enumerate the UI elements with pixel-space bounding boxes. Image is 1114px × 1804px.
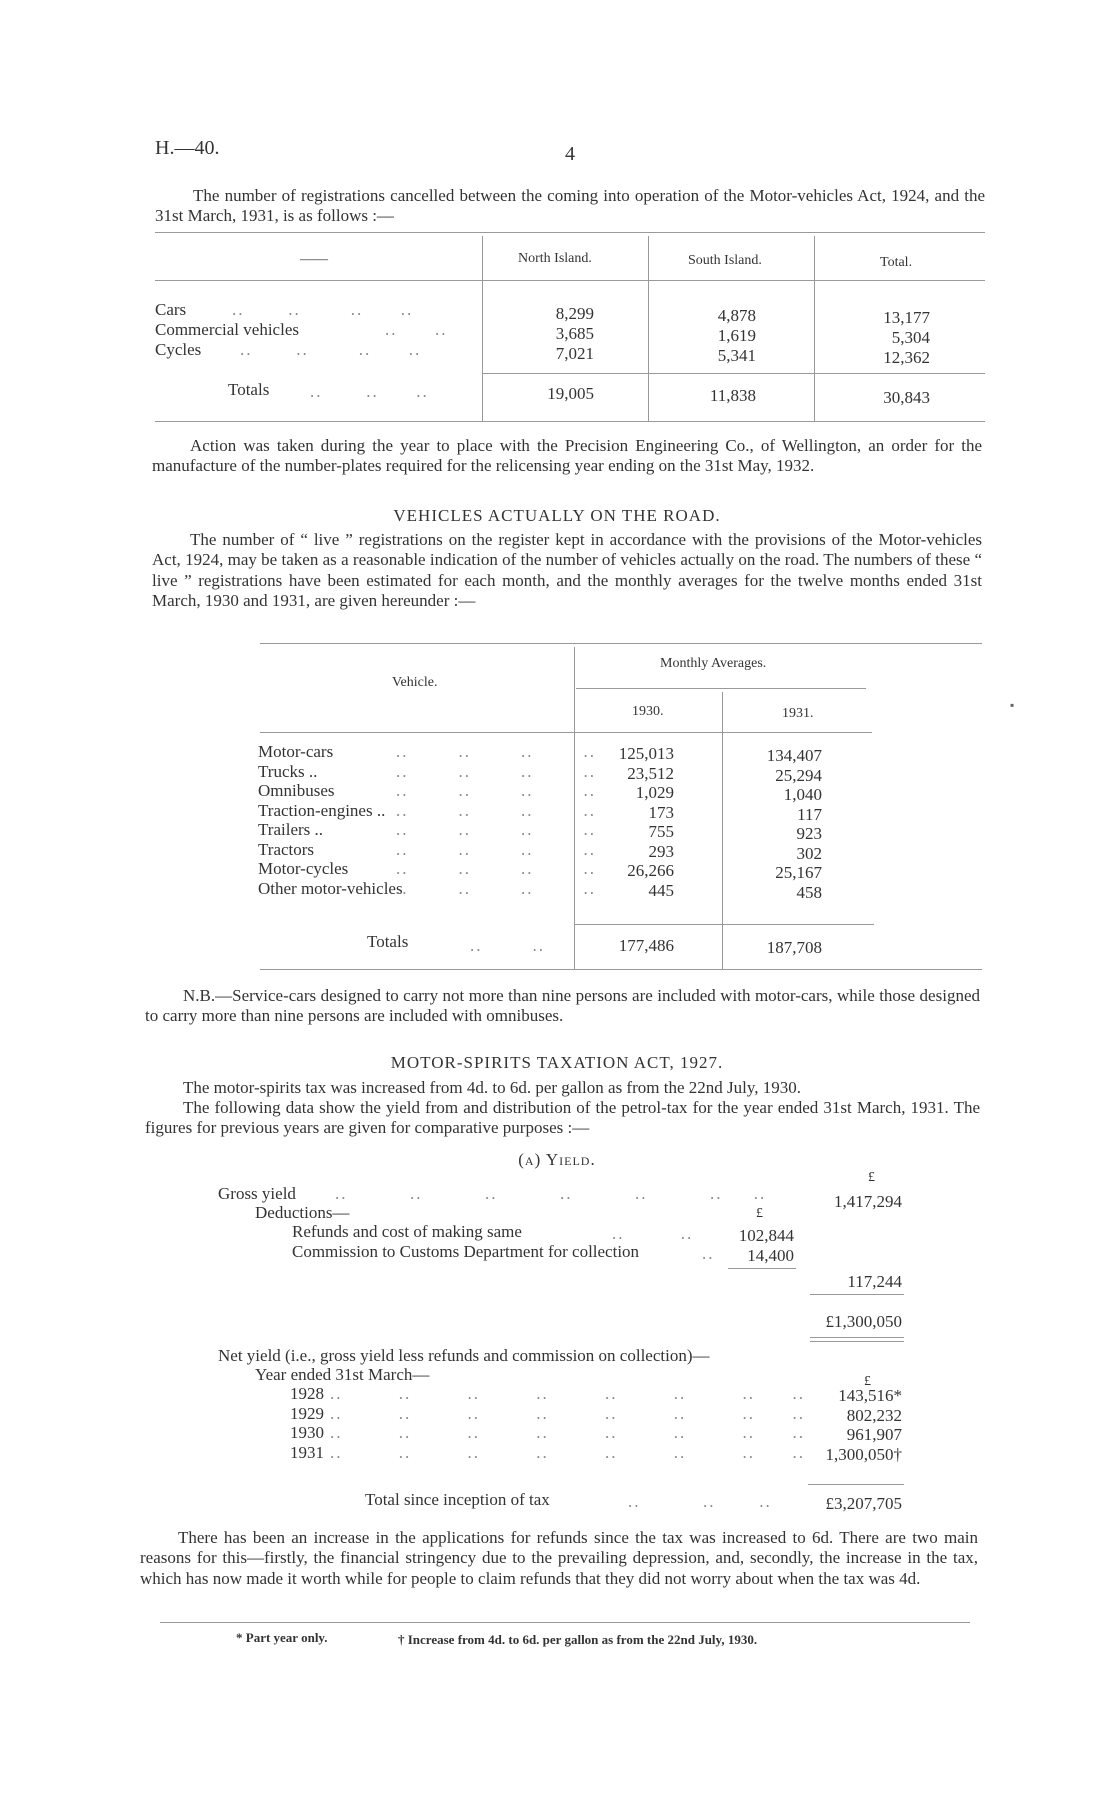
cell-total: 12,362	[883, 348, 930, 367]
table-rule	[155, 280, 985, 281]
double-rule	[810, 1337, 904, 1338]
sum-rule	[728, 1268, 796, 1269]
year-value: 961,907	[846, 1425, 902, 1444]
row-label: Commercial vehicles	[155, 320, 299, 339]
commission-value: 14,400	[747, 1246, 794, 1265]
table-column-rule	[814, 236, 815, 421]
year-label: 1931	[290, 1443, 324, 1462]
gross-yield-value: 1,417,294	[834, 1192, 902, 1211]
year-label: 1929	[290, 1404, 324, 1423]
document-page: H.—40. 4 The number of registrations cancelled between the coming into operation of the Motor-vehicles Act, 1924, and the 31st March, 1931, is as follows :— —— North Island. South Island. Total. Cars .. .. .. .. 8,299 4,878 13,177 Commercial vehicles .. .. 3,685 1,619 5,304 Cycles .. .. .. .. 7,021 5,341 12,362 Totals .. .. .. 19,005 11,838 30,843 Action was taken during the year to place with the Precision Engineering Co., of Wellington, an order for the manufacture of the number-plates required for the relicensing year ending on the 31st May, 1932. VEHICLES ACTUALLY ON THE ROAD. The number of “ live ” registrations on the register kept in accordance with the provisions of the Motor-vehicles Act, 1924, may be taken as a reasonable indication of the number of vehicles actually on the road. The numbers of these “ live ” registrations have been estimated for each month, and the monthly averages for the twelve months ended 31st March, 1930 and 1931, are given hereunder :— Vehicle. Monthly Averages. 1930. 1931. Motor-cars .. .. .. .. 125,013 134,407 Trucks .. .. .. .. .. 23,512 25,294 Omnibuses .. .. .. .. 1,029 1,040 Traction-engines .. .. .. .. .. 173 117 Trailers .. .. .. .. .. 755 923 Tractors .. .. .. .. 293 302 Motor-cycles .. .. .. .. 26,266 25,167 Other motor-vehicles .. .. .. .. 445 458 Totals .. .. 177,486 187,708 N.B.—Service-cars designed to carry not more than nine persons are included with motor-cars, while those designed to carry more than nine persons are included with omnibuses. MOTOR-SPIRITS TAXATION ACT, 1927. The motor-spirits tax was increased from 4d. to 6d. per gallon as from the 22nd July, 1930. The following data show the yield from and distribution of the petrol-tax for the year ended 31st March, 1931. The figures for previous years are given for comparative purposes :— (a) Yield. £ Gross yield .. .. .. .. .. .. .. 1,417,294 Deductions— £ Refunds and cost of making same .. .. 102,844 Commission to Customs Department for collection .. 14,400 117,244 £1,300,050 Net yield (i.e., gross yield less refunds and commission on collection)— Year ended 31st March— £ 1928 .. .. .. .. .. .. .. .. 143,516* 1929 .. .. .. .. .. .. .. .. 802,232 1930 .. .. .. .. .. .. .. .. 961,907 1931 .. .. .. .. .. .. .. .. 1,300,050† Total since inception of tax .. .. .. £3,207,705 There has been an increase in the applications for refunds since the tax was increased to 6d. There are two main reasons for this—firstly, the financial stringency due to the prevailing depression, and, secondly, the increase in the tax, which has now made it worth while for people to claim refunds that they did not worry about when the tax was 4d. * Part year only. † Increase from 4d. to 6d. per gallon as from the 22nd July, 1930. ▪	[0, 0, 1114, 1804]
table-rule	[155, 232, 985, 233]
motor-spirits-paragraph-2: The following data show the yield from and distribution of the petrol-tax for the year ended 31st March, 1931. The figures for previous years are given for comparative purposes :—	[145, 1098, 980, 1138]
row-label: Motor-cycles	[258, 859, 349, 878]
deductions-total-value: 117,244	[847, 1272, 902, 1291]
cell-total: 5,304	[891, 328, 930, 347]
table-column-rule	[722, 692, 723, 969]
totals-label: Totals	[367, 932, 409, 951]
cell-1931: 923	[796, 824, 822, 843]
table-rule	[260, 732, 872, 733]
column-header-vehicle: Vehicle.	[392, 675, 438, 690]
year-ended-label: Year ended 31st March—	[255, 1365, 430, 1384]
cell-1930: 125,013	[618, 744, 674, 763]
page-number: 4	[565, 143, 575, 165]
year-value: 1,300,050†	[825, 1445, 902, 1464]
cell-north: 7,021	[555, 344, 594, 363]
cell-south: 5,341	[717, 346, 756, 365]
row-label: Cycles	[155, 340, 202, 359]
cell-1930: 293	[648, 842, 674, 861]
year-value: 802,232	[846, 1406, 902, 1425]
pound-sign: £	[756, 1206, 763, 1221]
cell-1931: 302	[796, 844, 822, 863]
motor-spirits-heading: MOTOR-SPIRITS TAXATION ACT, 1927.	[390, 1053, 724, 1072]
cell-1930: 173	[648, 803, 674, 822]
action-paragraph: Action was taken during the year to place with the Precision Engineering Co., of Wellington, an order for the manufacture of the number-plates required for the relicensing year ending on the 31st May, 1932.	[152, 436, 982, 476]
table-column-rule	[648, 236, 649, 421]
cell-1930: 755	[648, 822, 674, 841]
row-label: Omnibuses	[258, 781, 335, 800]
cell-north: 19,005	[547, 384, 594, 403]
year-value: 143,516*	[838, 1386, 902, 1405]
total-since-inception-value: £3,207,705	[825, 1494, 902, 1513]
cell-north: 8,299	[555, 304, 594, 323]
column-header-1931: 1931.	[782, 706, 814, 721]
cell-1930: 23,512	[627, 764, 674, 783]
sum-rule	[808, 1484, 904, 1485]
cell-1931: 25,167	[775, 863, 822, 882]
refunds-paragraph: There has been an increase in the applications for refunds since the tax was increased to 6d. There are two main reasons for this—firstly, the financial stringency due to the prevailing depression, and, secondly, the increase in the tax, which has now made it worth while for people to claim refunds that they did not worry about when the tax was 4d.	[140, 1528, 978, 1588]
refunds-label: Refunds and cost of making same	[292, 1222, 522, 1241]
cell-1931: 458	[796, 883, 822, 902]
table-column-rule	[482, 236, 483, 421]
commission-label: Commission to Customs Department for collection	[292, 1242, 640, 1261]
stray-mark: ▪	[1010, 698, 1015, 712]
column-header-1930: 1930.	[632, 704, 664, 719]
cell-total: 13,177	[883, 308, 930, 327]
row-label: Tractors	[258, 840, 315, 859]
net-yield-total: £1,300,050	[825, 1312, 902, 1331]
intro-paragraph: The number of registrations cancelled between the coming into operation of the Motor-vehicles Act, 1924, and the 31st March, 1931, is as follows :—	[155, 186, 985, 226]
cell-1930: 1,029	[635, 783, 674, 802]
gross-yield-label: Gross yield	[218, 1184, 296, 1203]
document-reference: H.—40.	[155, 137, 220, 159]
cell-south: 4,878	[717, 306, 756, 325]
row-label: Other motor-vehicles	[258, 879, 403, 898]
totals-label: Totals	[228, 380, 270, 399]
pound-sign: £	[864, 1374, 871, 1389]
sum-rule	[810, 1294, 904, 1295]
double-rule	[810, 1341, 904, 1342]
cell-1930: 177,486	[618, 936, 674, 955]
row-label: Traction-engines ..	[258, 801, 386, 820]
vehicles-paragraph: The number of “ live ” registrations on the register kept in accordance with the provisions of the Motor-vehicles Act, 1924, may be taken as a reasonable indication of the number of vehicles actually on the road. The numbers of these “ live ” registrations have been estimated for each month, and the monthly averages for the twelve months ended 31st March, 1930 and 1931, are given hereunder :—	[152, 530, 982, 611]
table-rule	[260, 643, 982, 644]
net-yield-label: Net yield (i.e., gross yield less refunds and commission on collection)—	[218, 1346, 710, 1365]
cell-1930: 26,266	[627, 861, 674, 880]
yield-heading: (a) Yield.	[518, 1150, 596, 1169]
column-header-stub: ——	[300, 252, 328, 267]
row-label: Cars	[155, 300, 187, 319]
deductions-label: Deductions—	[255, 1203, 350, 1222]
cell-1931: 187,708	[766, 938, 822, 957]
row-label: Trailers ..	[258, 820, 324, 839]
pound-sign: £	[868, 1170, 875, 1185]
year-label: 1928	[290, 1384, 324, 1403]
totals-rule	[482, 373, 985, 374]
cell-south: 11,838	[709, 386, 756, 405]
year-label: 1930	[290, 1423, 324, 1442]
vehicles-heading: VEHICLES ACTUALLY ON THE ROAD.	[393, 506, 721, 525]
total-since-inception-label: Total since inception of tax	[365, 1490, 550, 1509]
footnote-dagger: † Increase from 4d. to 6d. per gallon as from the 22nd July, 1930.	[398, 1632, 758, 1647]
table-rule	[260, 969, 982, 970]
cell-north: 3,685	[555, 324, 594, 343]
motor-spirits-paragraph-1: The motor-spirits tax was increased from 4d. to 6d. per gallon as from the 22nd July, 1930.	[183, 1078, 801, 1097]
cell-1930: 445	[648, 881, 674, 900]
table-rule	[576, 688, 866, 689]
cell-south: 1,619	[717, 326, 756, 345]
cell-1931: 1,040	[783, 785, 822, 804]
cell-1931: 25,294	[775, 766, 822, 785]
table-rule	[155, 421, 985, 422]
column-header-south-island: South Island.	[688, 253, 762, 268]
row-label: Motor-cars	[258, 742, 334, 761]
totals-rule	[574, 924, 874, 925]
nb-paragraph: N.B.—Service-cars designed to carry not more than nine persons are included with motor-cars, while those designed to carry more than nine persons are included with omnibuses.	[145, 986, 980, 1026]
footnote-rule	[160, 1622, 970, 1623]
row-label: Trucks ..	[258, 762, 318, 781]
cell-1931: 134,407	[766, 746, 822, 765]
cell-1931: 117	[797, 805, 822, 824]
footnote-star: * Part year only.	[236, 1630, 328, 1645]
cell-total: 30,843	[883, 388, 930, 407]
column-header-north-island: North Island.	[518, 251, 592, 266]
refunds-value: 102,844	[738, 1226, 794, 1245]
column-header-total: Total.	[880, 255, 913, 270]
column-header-monthly-averages: Monthly Averages.	[660, 656, 767, 671]
